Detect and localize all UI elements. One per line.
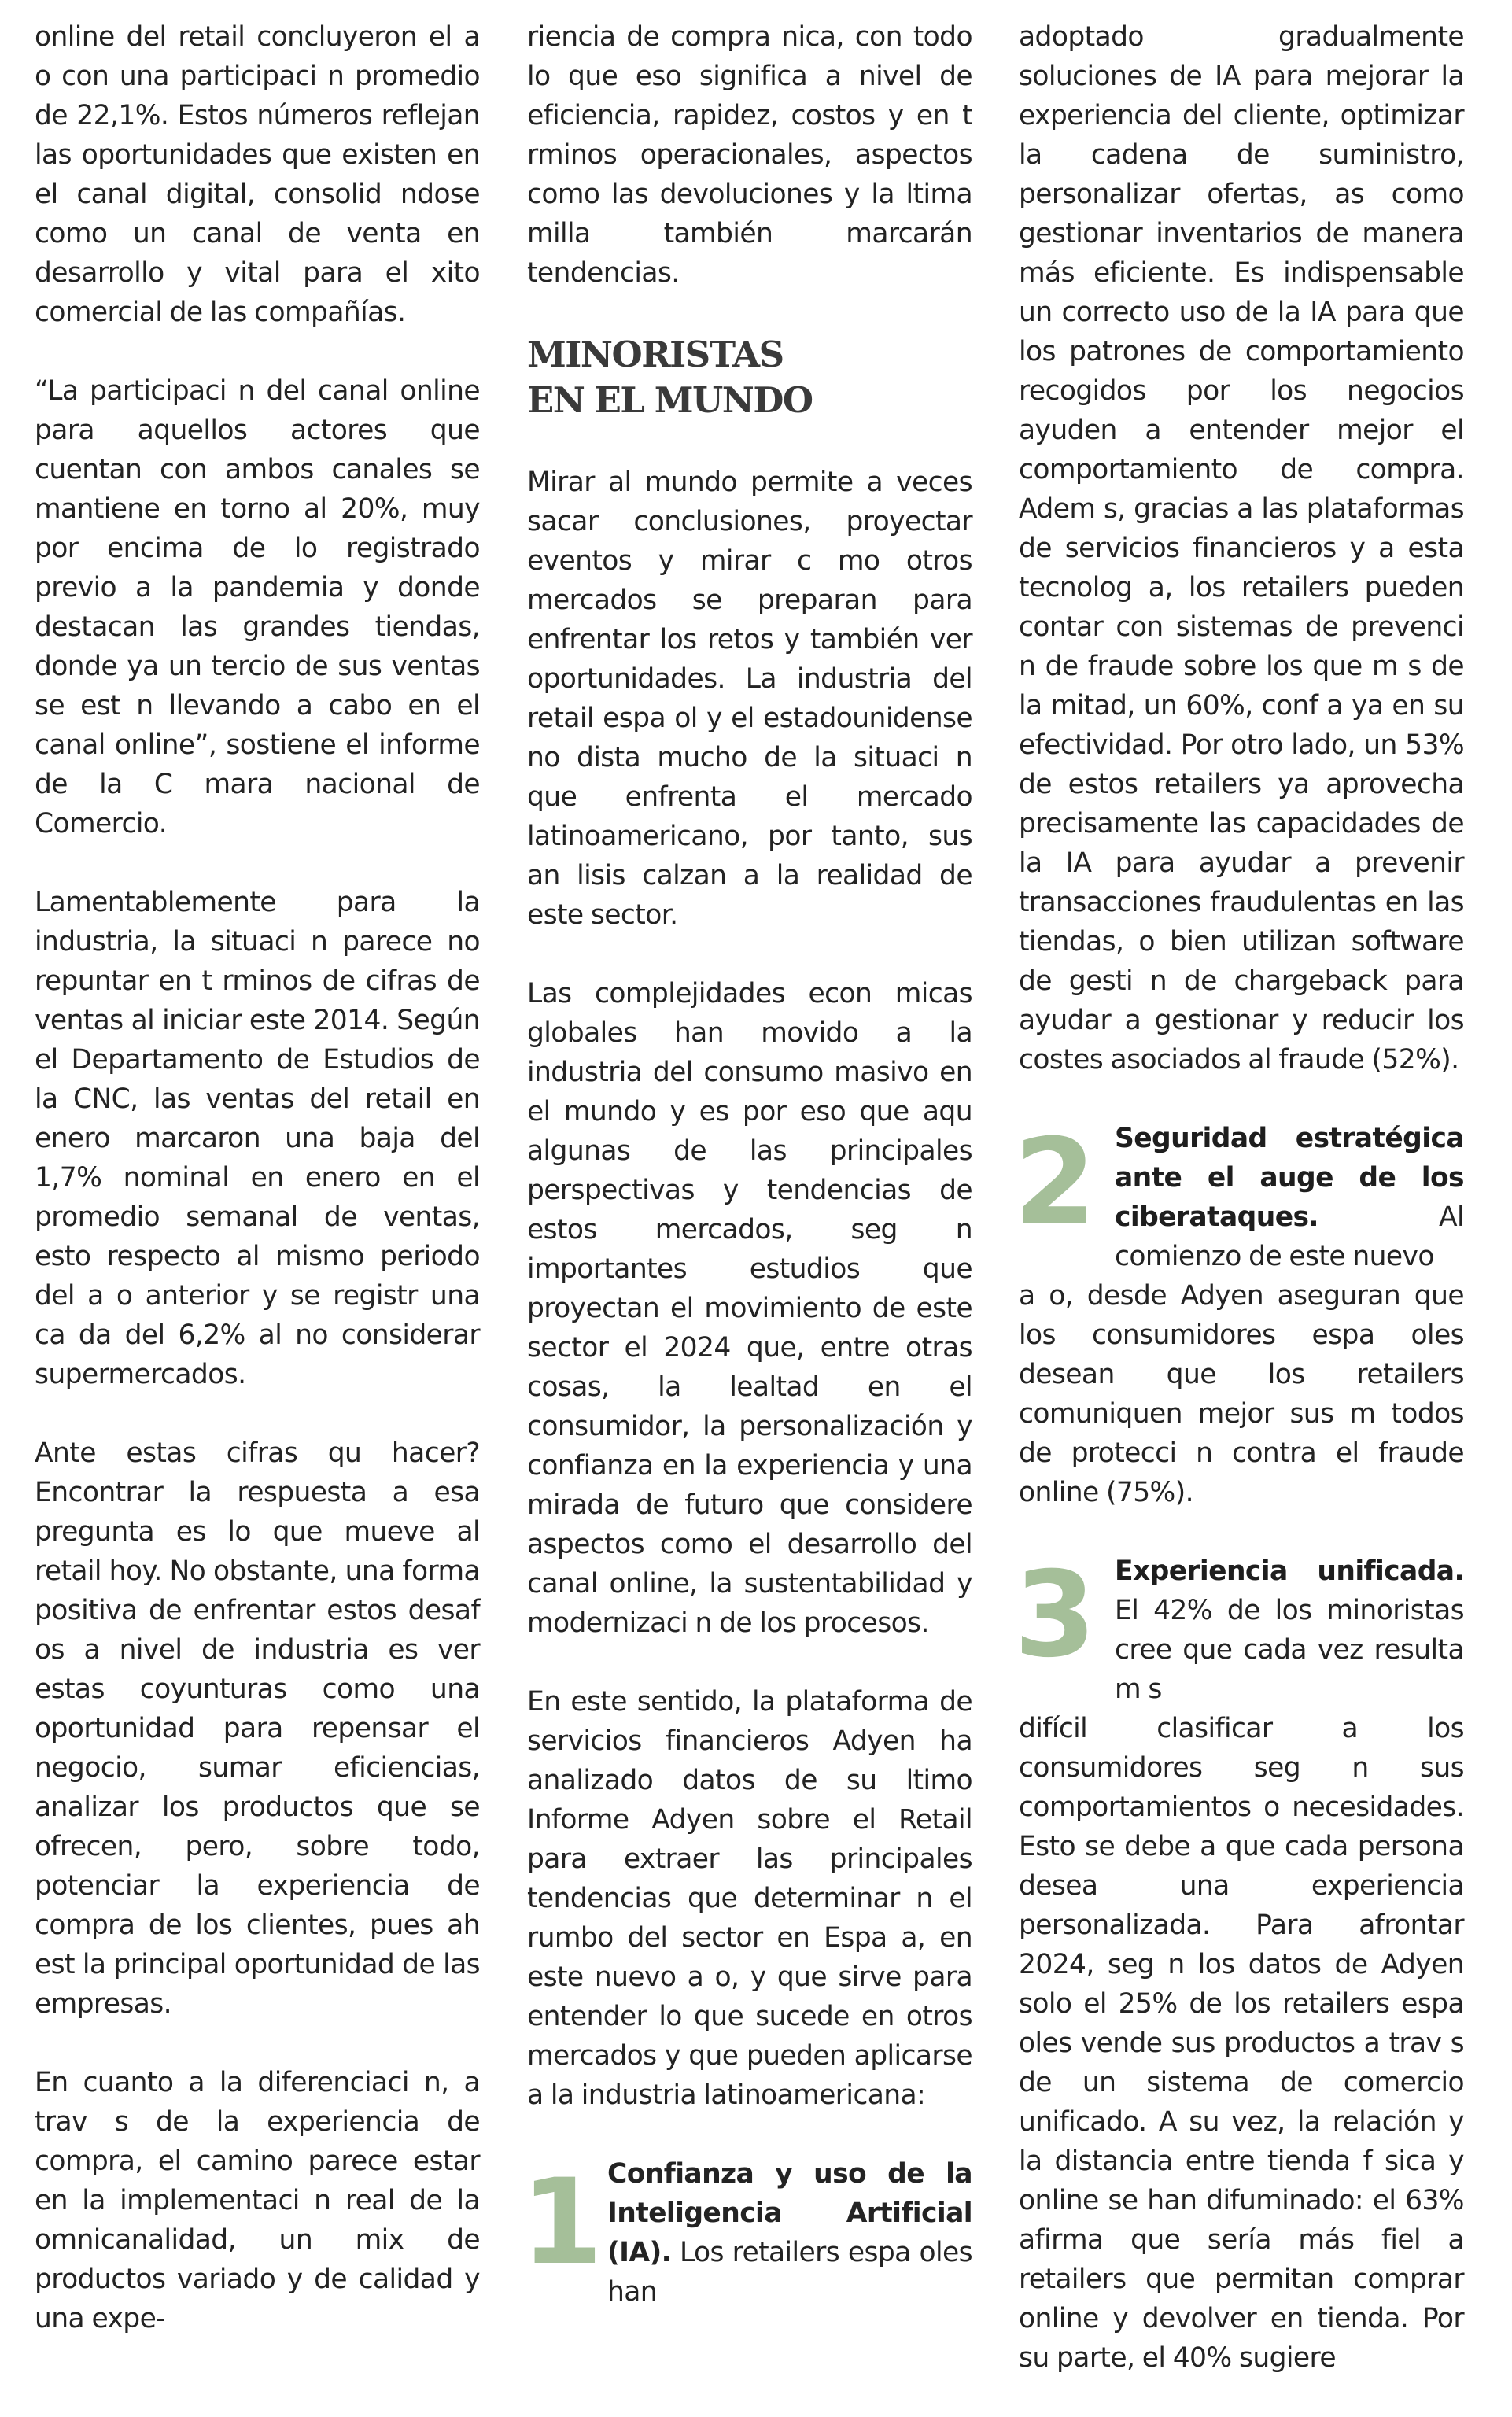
item-text: difícil clasificar a los consumidores seg n sus comportamientos o necesidades. Esto se debe a que cada persona desea una experiencia personalizada. Para afrontar 2024, seg n los datos de Adyen solo el 25% de los retailers espa oles vende sus productos a trav s de un sistema de comercio unificado. A su vez, la relación y la distancia entre tienda f sica y online se han difuminado: el 63% afirma que sería más fiel a retailers que permitan comprar online y devolver en tienda. Por su parte, el 40% sugiere (1019, 1713, 1464, 2374)
paragraph: adoptado gradualmente soluciones de IA para mejorar la experiencia del cliente, optimizar la cadena de suministro, personalizar ofertas, as como gestionar inventarios de manera más eficiente. Es indispensable un correcto uso de la IA para que los patrones de comportamiento recogidos por los negocios ayuden a entender mejor el comportamiento de compra. Adem s, gracias a las plataformas de servicios financieros y a esta tecnolog a, los retailers pueden contar con sistemas de prevenci n de fraude sobre los que m s de la mitad, un 60%, conf a ya en su efectividad. Por otro lado, un 53% de estos retailers ya aprovecha precisamente las capacidades de la IA para ayudar a prevenir transacciones fraudulentas en las tiendas, o bien utilizan software de gesti n de chargeback para ayudar a gestionar y reducir los costes asociados al fraude (52%). (1019, 21, 1464, 1076)
article-column-1 (35, 17, 480, 2338)
item-number: 1 (521, 2154, 603, 2291)
item-text: El 42% de los minoristas cree que cada vez resulta m s (1115, 1595, 1464, 1705)
item-text: Al comienzo de este nuevo (1115, 1201, 1464, 1272)
paragraph: Mirar al mundo permite a veces sacar conclusiones, proyectar eventos y mirar c mo otros mercados se preparan para enfrentar los retos y también ver oportunidades. La industria del retail espa ol y el estadounidense no dista mucho de la situaci n que enfrenta el mercado latinoamericano, por tanto, sus an lisis calzan a la realidad de este sector. (527, 467, 972, 931)
item-text: a o, desde Adyen aseguran que los consumidores espa oles desean que los retailers comuniquen mejor sus m todos de protecci n contra el fraude online (75%). (1019, 1280, 1464, 1508)
item-title: Confianza y uso de la Inteligencia Artificial (IA). (607, 2158, 972, 2268)
paragraph: “La participaci n del canal online para aquellos actores que cuentan con ambos canales se mantiene en torno al 20%, muy por encima de lo registrado previo a la pandemia y donde destacan las grandes tiendas, donde ya un tercio de sus ventas se est n llevando a cabo en el canal online”, sostiene el informe de la C mara nacional de Comercio. (35, 375, 480, 839)
paragraph: En cuanto a la diferenciaci n, a trav s de la experiencia de compra, el camino parece estar en la implementaci n real de la omnicanalidad, un mix de productos variado y de calidad y una expe- (35, 2067, 480, 2334)
paragraph: En este sentido, la plataforma de servicios financieros Adyen ha analizado datos de su ltimo Informe Adyen sobre el Retail para extraer las principales tendencias que determinar n el rumbo del sector en Espa a, en este nuevo a o, y que sirve para entender lo que sucede en otros mercados y que pueden aplicarse a la industria latinoamericana: (527, 1686, 972, 2111)
article-column-3 (1014, 17, 1464, 2417)
section-heading-line-2: EN EL MUNDO (527, 379, 813, 421)
item-text: Los retailers espa oles han (607, 2237, 972, 2308)
item-title: Seguridad estratégica ante el auge de los ciberataques. (1115, 1123, 1464, 1233)
list-item-2 (1014, 1114, 1464, 1512)
paragraph: Ante estas cifras qu hacer? Encontrar la respuesta a esa pregunta es lo que mueve al retail hoy. No obstante, una forma positiva de enfrentar estos desaf os a nivel de industria es ver estas coyunturas como una oportunidad para repensar el negocio, sumar eficiencias, analizar los productos que se ofrecen, pero, sobre todo, potenciar la experiencia de compra de los clientes, pues ah est la principal oportunidad de las empresas. (35, 1437, 480, 2020)
item-title: Experiencia unificada. (1115, 1555, 1464, 1587)
section-heading (527, 332, 972, 423)
section-heading-line-1: MINORISTAS (527, 334, 784, 375)
item-number: 3 (1014, 1547, 1096, 1684)
paragraph: riencia de compra nica, con todo lo que eso significa a nivel de eficiencia, rapidez, costos y en t rminos operacionales, aspectos como las devoluciones y la ltima milla también marcarán tendencias. (527, 21, 972, 289)
paragraph: Las complejidades econ micas globales han movido a la industria del consumo masivo en el mundo y es por eso que aqu algunas de las principales perspectivas y tendencias de estos mercados, seg n importantes estudios que proyectan el movimiento de este sector el 2024 que, entre otras cosas, la lealtad en el consumidor, la personalización y confianza en la experiencia y una mirada de futuro que considere aspectos como el desarrollo del canal online, la sustentabilidad y modernizaci n de los procesos. (527, 978, 972, 1639)
article-column-2 (521, 17, 972, 2312)
paragraph: Lamentablemente para la industria, la situaci n parece no repuntar en t rminos de cifras de ventas al iniciar este 2014. Según el Departamento de Estudios de la CNC, las ventas del retail en enero marcaron una baja del 1,7% nominal en enero en el promedio semanal de ventas, esto respecto al mismo periodo del a o anterior y se registr una ca da del 6,2% al no considerar supermercados. (35, 887, 480, 1390)
list-item-3 (1014, 1547, 1464, 2378)
item-number: 2 (1014, 1114, 1096, 1251)
list-item-1 (521, 2154, 972, 2312)
paragraph: online del retail concluyeron el a o con una participaci n promedio de 22,1%. Estos números reflejan las oportunidades que existen en el canal digital, consolid ndose como un canal de venta en desarrollo y vital para el xito comercial de las compañías. (35, 21, 480, 328)
